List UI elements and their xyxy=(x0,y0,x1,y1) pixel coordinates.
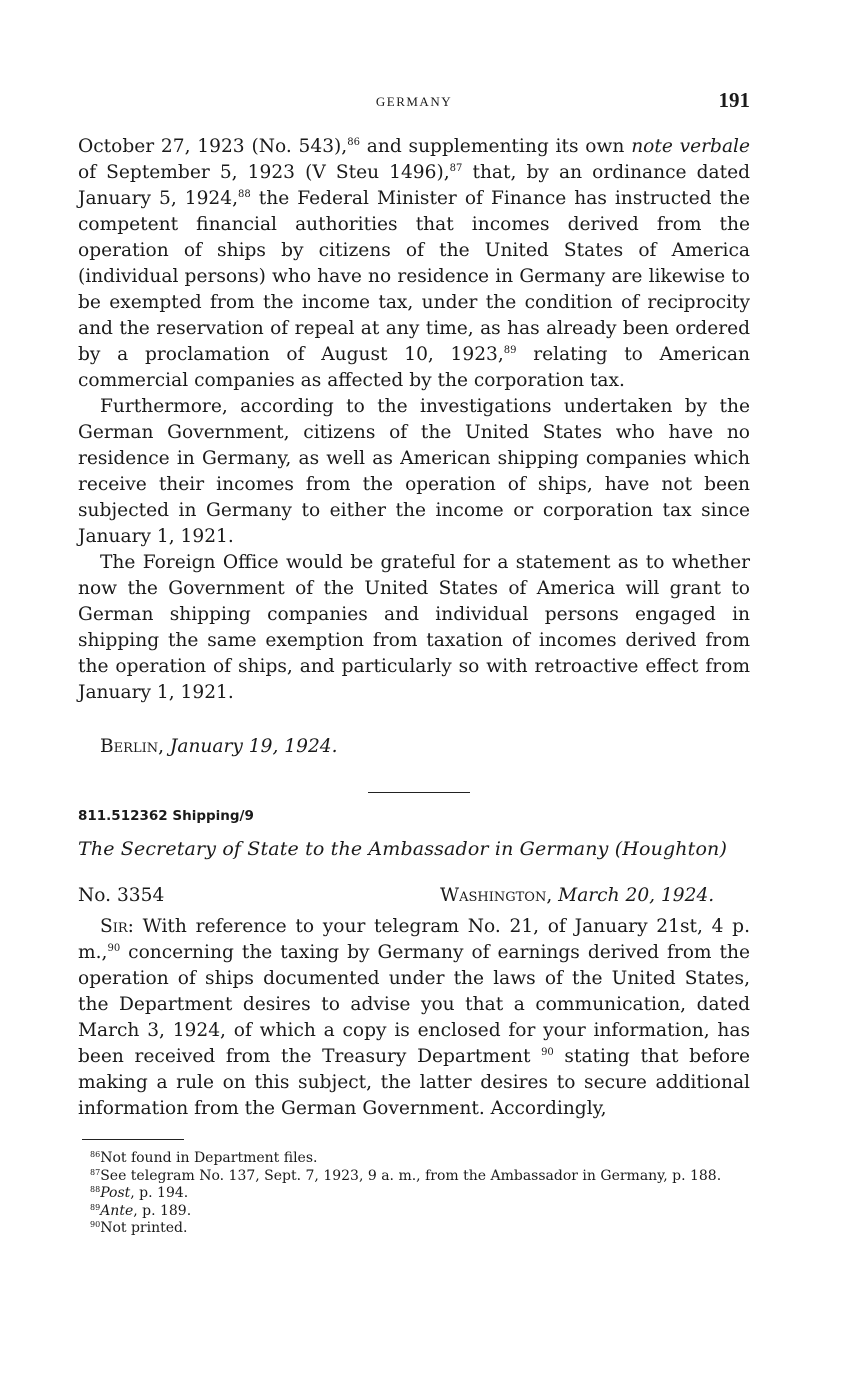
footnote-ref-90: 90 xyxy=(107,943,121,954)
footnote-text: Not printed. xyxy=(100,1220,188,1236)
footnote-ref-87: 87 xyxy=(449,163,463,174)
paragraph-1 xyxy=(78,134,750,394)
text-run: the Federal Minister of Finance has instructed the competent financial authorities that incomes derived from the operation of ships by citizens of the United States of America (individual persons) who have no residence in Germany are likewise to be exempted from the income tax, under the condition of reciprocity and the reservation of repeal at any time, as has already been ordered by a proclamation of August 10, 1923, xyxy=(78,188,750,365)
text-run: : With reference to your telegram No. 21, of January 21st, 4 p. m., xyxy=(78,916,750,963)
document-number: No. 3354 xyxy=(78,885,165,906)
footnote-number: 87 xyxy=(90,1167,101,1177)
footnote xyxy=(82,1150,750,1168)
document-heading xyxy=(78,838,750,860)
paragraph-3: The Foreign Office would be grateful for a statement as to whether now the Government of the United States of America will grant to German shipping companies and individual persons engaged in shipping the same exemption from taxation of incomes derived from the operation of ships, and particularly so with retroactive effect from January 1, 1921. xyxy=(78,552,750,703)
running-head xyxy=(78,90,750,120)
text-run: and supplementing its own xyxy=(359,136,632,157)
heading-person: Houghton xyxy=(622,838,720,860)
text-run: stating that before making a rule on this subject, the latter desires to secure additional information from the German Government. Accordingly, xyxy=(78,1046,750,1119)
letter-body-continued xyxy=(78,134,750,706)
dateline-place: Washington xyxy=(440,885,547,906)
footnote xyxy=(82,1168,750,1186)
footnote-number: 89 xyxy=(90,1202,101,1212)
signoff-place: Berlin xyxy=(100,736,159,757)
salutation: Sir xyxy=(100,916,128,937)
footnote-rule xyxy=(82,1139,184,1140)
heading-close: ) xyxy=(719,838,728,860)
paragraph-2: Furthermore, according to the investigations undertaken by the German Government, citizens of the United States who have no residence in Germany, as well as American shipping companies which receive their incomes from the operation of ships, have not been subjected in Germany to either the income or corporation tax since January 1, 1921. xyxy=(78,396,750,547)
page-number: 191 xyxy=(718,88,750,112)
footnote-number: 86 xyxy=(90,1150,101,1159)
signoff-date: January 19, 1924. xyxy=(169,736,338,757)
footnote-italic: Post xyxy=(100,1185,131,1201)
footnote xyxy=(82,1203,750,1221)
footnote-number: 88 xyxy=(90,1185,101,1194)
footnote-text: , p. 189. xyxy=(133,1202,192,1219)
dateline-date: March 20, 1924. xyxy=(558,885,715,906)
footnote-text: , p. 194. xyxy=(130,1185,189,1201)
footnote-text: See telegram No. 137, Sept. 7, 1923, 9 a. m., from the Ambassador in Germany, p. 188. xyxy=(100,1167,722,1184)
letter-body xyxy=(78,914,750,1122)
footnote-text: Not found in Department files. xyxy=(100,1150,318,1166)
text-run: concerning the taxing by Germany of earnings derived from the operation of ships documented under the laws of the United States, the Department desires to advise you that a communication, dated March 3, 1924, of which a copy is enclosed for your information, has been received from the Treasury Department xyxy=(78,942,750,1067)
text-run: relating to American commercial companies as affected by the corporation tax. xyxy=(78,344,750,391)
text-run: October 27, 1923 (No. 543), xyxy=(78,136,348,157)
file-number: 811.512362 Shipping/9 xyxy=(78,808,254,824)
heading-text: The Secretary of State to the Ambassador in Germany ( xyxy=(78,838,623,860)
footnote-number: 90 xyxy=(90,1220,101,1229)
place-date: Washington, March 20, 1924. xyxy=(440,885,715,906)
footnote-ref-89: 89 xyxy=(503,345,517,356)
footnote-italic: Ante xyxy=(100,1202,134,1219)
running-title: GERMANY xyxy=(375,94,453,109)
text-run: of September 5, 1923 (V Steu 1496), xyxy=(78,162,450,183)
footnote xyxy=(82,1185,750,1203)
footnote xyxy=(82,1220,750,1238)
footnote-ref-88: 88 xyxy=(238,189,251,200)
italic-phrase: note verbale xyxy=(631,136,750,157)
footnote-ref-86: 86 xyxy=(347,137,360,148)
paragraph-sir xyxy=(78,914,750,1122)
footnotes xyxy=(82,1150,750,1238)
footnote-ref-90: 90 xyxy=(541,1047,554,1058)
signoff: Berlin, January 19, 1924. xyxy=(100,736,338,757)
dateline xyxy=(78,885,750,913)
section-separator xyxy=(368,792,470,793)
text-run: that, by an ordinance dated January 5, 1924, xyxy=(78,162,751,209)
